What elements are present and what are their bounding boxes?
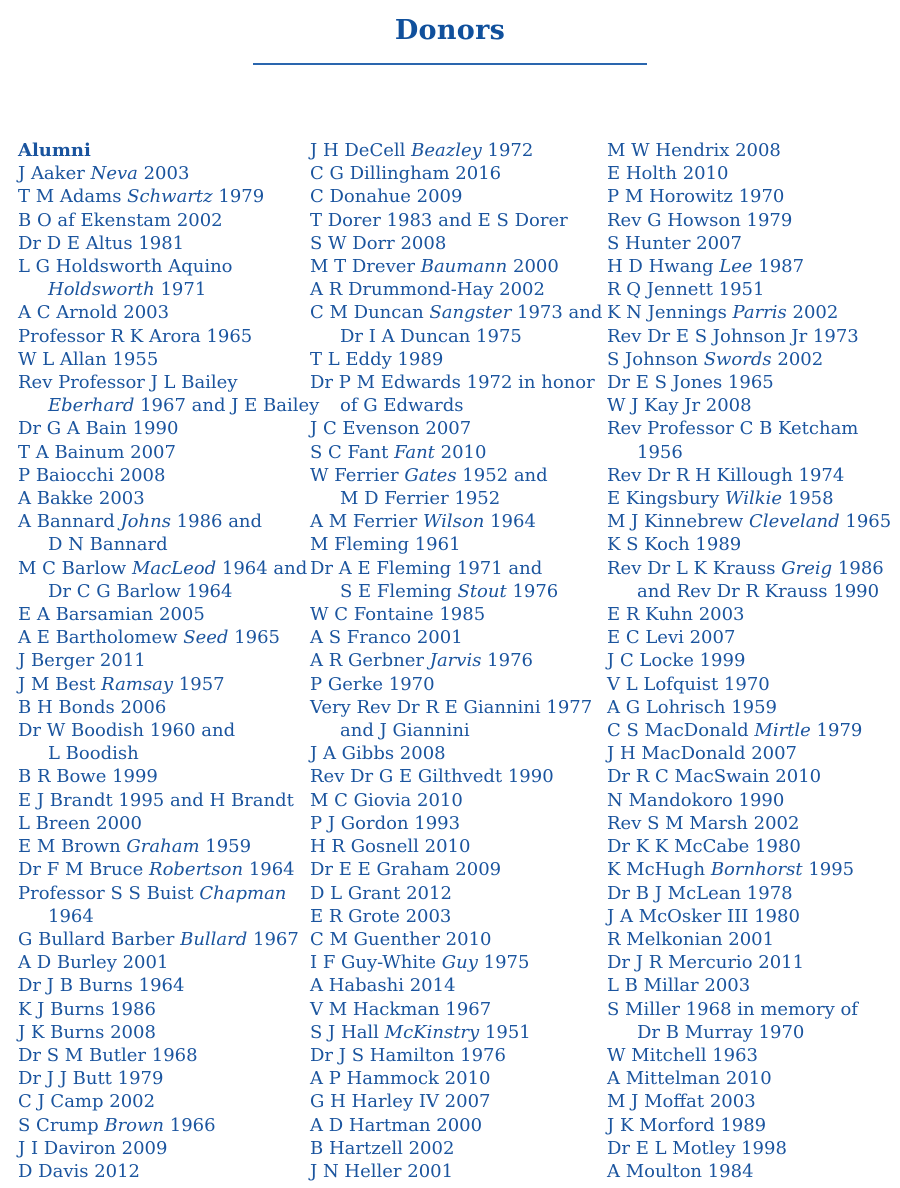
donor-line: Dr C G Barlow 1964	[48, 580, 233, 602]
donor-line: E C Levi 2007	[607, 627, 736, 649]
page-header	[0, 0, 900, 65]
donor-line: J M Best Ramsay 1957	[18, 673, 225, 695]
donor-line: C Donahue 2009	[310, 186, 463, 208]
donor-line: Dr D E Altus 1981	[18, 232, 185, 254]
donor-columns	[0, 139, 900, 1183]
donor-line: Rev Dr L K Krauss Greig 1986	[607, 557, 884, 579]
donor-line: M C Barlow MacLeod 1964 and	[18, 557, 308, 579]
donor-line: Dr W Boodish 1960 and	[18, 720, 236, 742]
donor-line: K N Jennings Parris 2002	[607, 302, 839, 324]
donor-line: A Bannard Johns 1986 and	[18, 511, 263, 533]
donor-line: Rev Professor J L Bailey	[18, 372, 238, 394]
donor-line: W J Kay Jr 2008	[607, 395, 752, 417]
donor-line: S Crump Brown 1966	[18, 1114, 216, 1136]
donor-line: T L Eddy 1989	[310, 348, 444, 370]
donor-line: B O af Ekenstam 2002	[18, 209, 223, 231]
donor-line: Dr E L Motley 1998	[607, 1137, 787, 1159]
donor-line: H D Hwang Lee 1987	[607, 256, 805, 278]
donor-line: I F Guy-White Guy 1975	[310, 952, 530, 974]
donor-line: A S Franco 2001	[310, 627, 463, 649]
donor-line: K S Koch 1989	[607, 534, 742, 556]
donor-line: S Hunter 2007	[607, 232, 742, 254]
donor-line: Rev G Howson 1979	[607, 209, 793, 231]
donor-line: Dr E E Graham 2009	[310, 859, 502, 881]
donor-line: P J Gordon 1993	[310, 812, 461, 834]
donor-line: P Gerke 1970	[310, 673, 435, 695]
donor-line: and J Giannini	[340, 720, 470, 742]
donor-line: S J Hall McKinstry 1951	[310, 1021, 531, 1043]
donor-line: C M Guenther 2010	[310, 928, 492, 950]
donor-line: M D Ferrier 1952	[340, 488, 501, 510]
donor-line: A D Hartman 2000	[310, 1114, 483, 1136]
donor-column-2	[310, 139, 607, 1183]
donor-line: Eberhard 1967 and J E Bailey	[48, 395, 320, 417]
donor-line: Dr F M Bruce Robertson 1964	[18, 859, 295, 881]
donor-line: J H DeCell Beazley 1972	[310, 140, 534, 161]
donor-line: S E Fleming Stout 1976	[340, 580, 559, 602]
donor-line: J H MacDonald 2007	[607, 743, 798, 765]
donor-line: M Fleming 1961	[310, 534, 461, 556]
donor-line: D N Bannard	[48, 534, 168, 556]
donor-line: R Q Jennett 1951	[607, 279, 765, 301]
donor-line: Dr G A Bain 1990	[18, 418, 179, 440]
donor-line: D Davis 2012	[18, 1160, 141, 1182]
donor-line: A P Hammock 2010	[310, 1068, 491, 1090]
donor-line: J C Evenson 2007	[310, 418, 472, 440]
page-title: Donors	[394, 15, 506, 46]
donor-line: Rev Dr R H Killough 1974	[607, 464, 845, 486]
donor-line: Dr P M Edwards 1972 in honor	[310, 372, 595, 394]
donor-line: G H Harley IV 2007	[310, 1091, 491, 1113]
donor-line: B Hartzell 2002	[310, 1137, 455, 1159]
donor-line: G Bullard Barber Bullard 1967	[18, 928, 299, 950]
donor-line: D L Grant 2012	[310, 882, 452, 904]
donor-line: E R Kuhn 2003	[607, 604, 745, 626]
donor-line: Dr J R Mercurio 2011	[607, 952, 805, 974]
donor-line: M T Drever Baumann 2000	[310, 256, 559, 278]
donor-line: E R Grote 2003	[310, 905, 452, 927]
donor-line: J A McOsker III 1980	[607, 905, 800, 927]
donor-line: W Mitchell 1963	[607, 1044, 759, 1066]
donor-line: Professor S S Buist Chapman	[18, 882, 287, 904]
donor-line: A G Lohrisch 1959	[607, 696, 778, 718]
donor-line: E Kingsbury Wilkie 1958	[607, 488, 834, 510]
donor-line: A Moulton 1984	[607, 1160, 754, 1182]
donor-line: M C Giovia 2010	[310, 789, 463, 811]
donor-line: J N Heller 2001	[310, 1160, 454, 1182]
title-underline	[253, 63, 647, 65]
donor-line: C S MacDonald Mirtle 1979	[607, 720, 863, 742]
donor-column-3	[607, 139, 900, 1183]
donor-line: Dr B Murray 1970	[637, 1021, 805, 1043]
donor-line: L G Holdsworth Aquino	[18, 256, 233, 278]
donor-line: of G Edwards	[340, 395, 464, 417]
donor-line: Very Rev Dr R E Giannini 1977	[310, 696, 593, 718]
donor-line: Dr A E Fleming 1971 and	[310, 557, 543, 579]
donor-line: K McHugh Bornhorst 1995	[607, 859, 855, 881]
donor-line: Holdsworth 1971	[48, 279, 207, 301]
donor-line: A E Bartholomew Seed 1965	[18, 627, 280, 649]
donor-line: Dr R C MacSwain 2010	[607, 766, 822, 788]
donor-line: J Aaker Neva 2003	[18, 163, 190, 185]
donor-line: C J Camp 2002	[18, 1091, 156, 1113]
donor-line: 1956	[637, 441, 683, 463]
donor-line: V L Lofquist 1970	[607, 673, 770, 695]
donor-line: H R Gosnell 2010	[310, 836, 471, 858]
donor-line: M J Kinnebrew Cleveland 1965	[607, 511, 892, 533]
section-heading: Alumni	[18, 140, 91, 161]
donor-line: A C Arnold 2003	[18, 302, 170, 324]
donor-line: A R Drummond-Hay 2002	[310, 279, 545, 301]
donor-line: Dr J B Burns 1964	[18, 975, 185, 997]
donor-line: J K Burns 2008	[18, 1021, 156, 1043]
donor-line: W C Fontaine 1985	[310, 604, 486, 626]
donor-line: Dr B J McLean 1978	[607, 882, 793, 904]
donor-line: T Dorer 1983 and E S Dorer	[310, 209, 568, 231]
donor-line: A Mittelman 2010	[607, 1068, 772, 1090]
donor-line: A Habashi 2014	[310, 975, 456, 997]
donor-line: Dr J J Butt 1979	[18, 1068, 164, 1090]
donor-line: T M Adams Schwartz 1979	[18, 186, 265, 208]
donor-column-1	[18, 139, 320, 1183]
donor-line: A R Gerbner Jarvis 1976	[310, 650, 533, 672]
donor-line: W Ferrier Gates 1952 and	[310, 464, 548, 486]
donor-line: Rev S M Marsh 2002	[607, 812, 800, 834]
donor-line: E M Brown Graham 1959	[18, 836, 252, 858]
donor-line: A D Burley 2001	[18, 952, 169, 974]
donor-line: S C Fant Fant 2010	[310, 441, 487, 463]
donor-line: Dr K K McCabe 1980	[607, 836, 801, 858]
donor-line: J K Morford 1989	[607, 1114, 767, 1136]
donor-line: T A Bainum 2007	[18, 441, 176, 463]
donor-line: J I Daviron 2009	[18, 1137, 168, 1159]
donor-line: C M Duncan Sangster 1973 and	[310, 302, 603, 324]
donor-line: 1964	[48, 905, 94, 927]
donor-line: S Miller 1968 in memory of	[607, 998, 858, 1020]
donor-line: S Johnson Swords 2002	[607, 348, 824, 370]
donor-line: N Mandokoro 1990	[607, 789, 785, 811]
donor-line: R Melkonian 2001	[607, 928, 775, 950]
donor-line: J A Gibbs 2008	[310, 743, 446, 765]
donor-line: and Rev Dr R Krauss 1990	[637, 580, 880, 602]
donor-line: Dr S M Butler 1968	[18, 1044, 198, 1066]
donor-line: E Holth 2010	[607, 163, 729, 185]
donor-line: V M Hackman 1967	[310, 998, 492, 1020]
donor-line: L Breen 2000	[18, 812, 142, 834]
donor-line: A Bakke 2003	[18, 488, 145, 510]
donor-line: J Berger 2011	[18, 650, 146, 672]
donor-line: S W Dorr 2008	[310, 232, 447, 254]
donor-line: P Baiocchi 2008	[18, 464, 166, 486]
donor-line: M J Moffat 2003	[607, 1091, 756, 1113]
donor-line: Dr E S Jones 1965	[607, 372, 774, 394]
donor-line: Professor R K Arora 1965	[18, 325, 253, 347]
donor-line: Rev Dr G E Gilthvedt 1990	[310, 766, 554, 788]
donor-line: J C Locke 1999	[607, 650, 746, 672]
donor-line: L Boodish	[48, 743, 139, 765]
donor-line: M W Hendrix 2008	[607, 140, 781, 161]
donor-line: P M Horowitz 1970	[607, 186, 785, 208]
donor-line: E A Barsamian 2005	[18, 604, 205, 626]
donor-line: Rev Dr E S Johnson Jr 1973	[607, 325, 859, 347]
donor-line: E J Brandt 1995 and H Brandt	[18, 789, 294, 811]
donor-line: W L Allan 1955	[18, 348, 159, 370]
donor-line: B H Bonds 2006	[18, 696, 167, 718]
donor-line: K J Burns 1986	[18, 998, 156, 1020]
donor-line: L B Millar 2003	[607, 975, 751, 997]
donor-line: Rev Professor C B Ketcham	[607, 418, 859, 440]
donor-line: Dr I A Duncan 1975	[340, 325, 522, 347]
donor-line: C G Dillingham 2016	[310, 163, 502, 185]
donor-line: A M Ferrier Wilson 1964	[310, 511, 536, 533]
donor-line: B R Bowe 1999	[18, 766, 158, 788]
donor-line: Dr J S Hamilton 1976	[310, 1044, 506, 1066]
